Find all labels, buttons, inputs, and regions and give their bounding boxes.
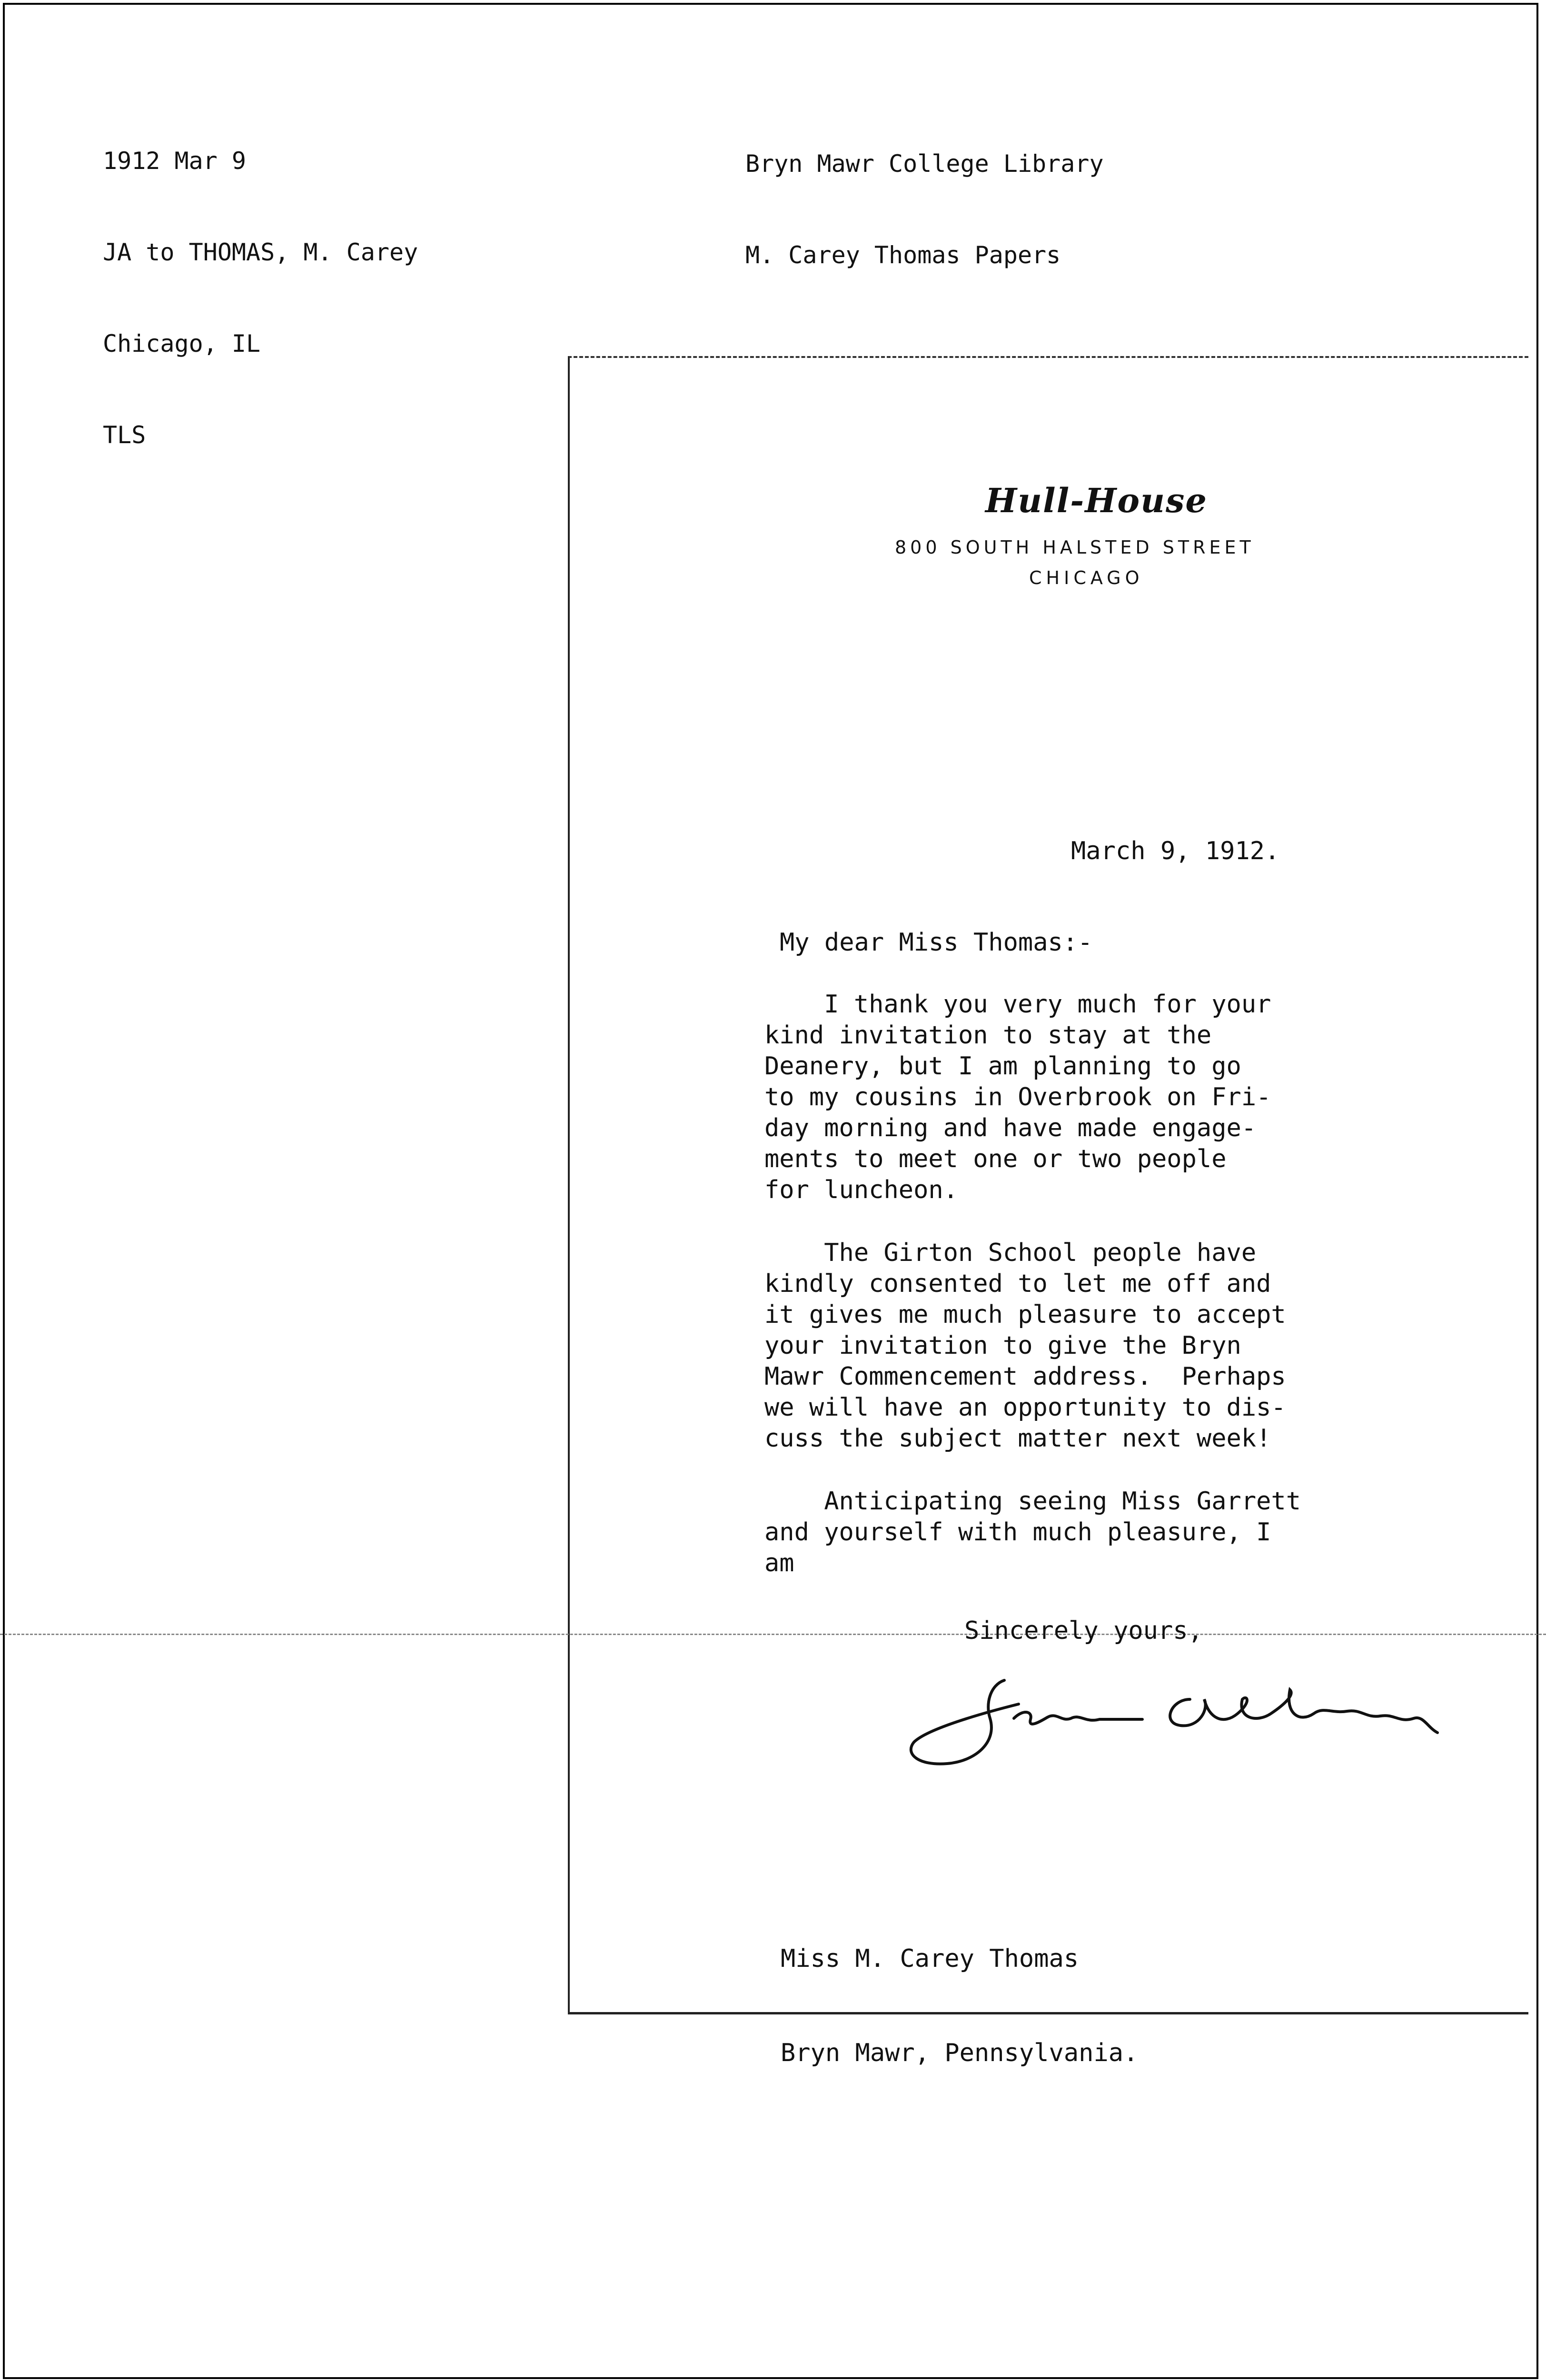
letter-date: March 9, 1912.: [1071, 837, 1280, 865]
archive-library: Bryn Mawr College Library: [745, 150, 1104, 178]
fold-line: [0, 1634, 1546, 1635]
recipient-place: Bryn Mawr, Pennsylvania.: [781, 2039, 1139, 2067]
archive-collection: M. Carey Thomas Papers: [745, 241, 1061, 269]
paragraph-1: I thank you very much for your kind invitation to stay at the Deanery, but I am planning to go to my cousins in Overbrook on Fri- day morning and have made engage- ments to meet one or two people for luncheon.: [764, 990, 1271, 1204]
catalog-place: Chicago, IL: [103, 330, 261, 357]
signature: [895, 1666, 1485, 1771]
recipient-address: [781, 1880, 1138, 2100]
recipient-name: Miss M. Carey Thomas: [781, 1944, 1079, 1973]
salutation: My dear Miss Thomas:-: [780, 928, 1093, 957]
letterhead-name: Hull-House: [985, 481, 1208, 520]
paragraph-3: Anticipating seeing Miss Garrett and yourself with much pleasure, I am: [764, 1487, 1301, 1577]
catalog-date: 1912 Mar 9: [103, 147, 247, 175]
catalog-correspondents: JA to THOMAS, M. Carey: [103, 238, 418, 266]
closing: Sincerely yours,: [964, 1616, 1203, 1645]
letterhead-city: CHICAGO: [1029, 567, 1144, 588]
letterhead-street: 800 SOUTH HALSTED STREET: [895, 537, 1255, 558]
archive-header: [745, 88, 1104, 301]
paragraph-2: The Girton School people have kindly consented to let me off and it gives me much pleasure to accept your invitation to give the Bryn Mawr Commencement address. Perhaps we will have an opportunity to dis- cuss the subject matter next week!: [764, 1239, 1286, 1453]
catalog-format: TLS: [103, 421, 146, 449]
catalog-header: [103, 85, 418, 481]
